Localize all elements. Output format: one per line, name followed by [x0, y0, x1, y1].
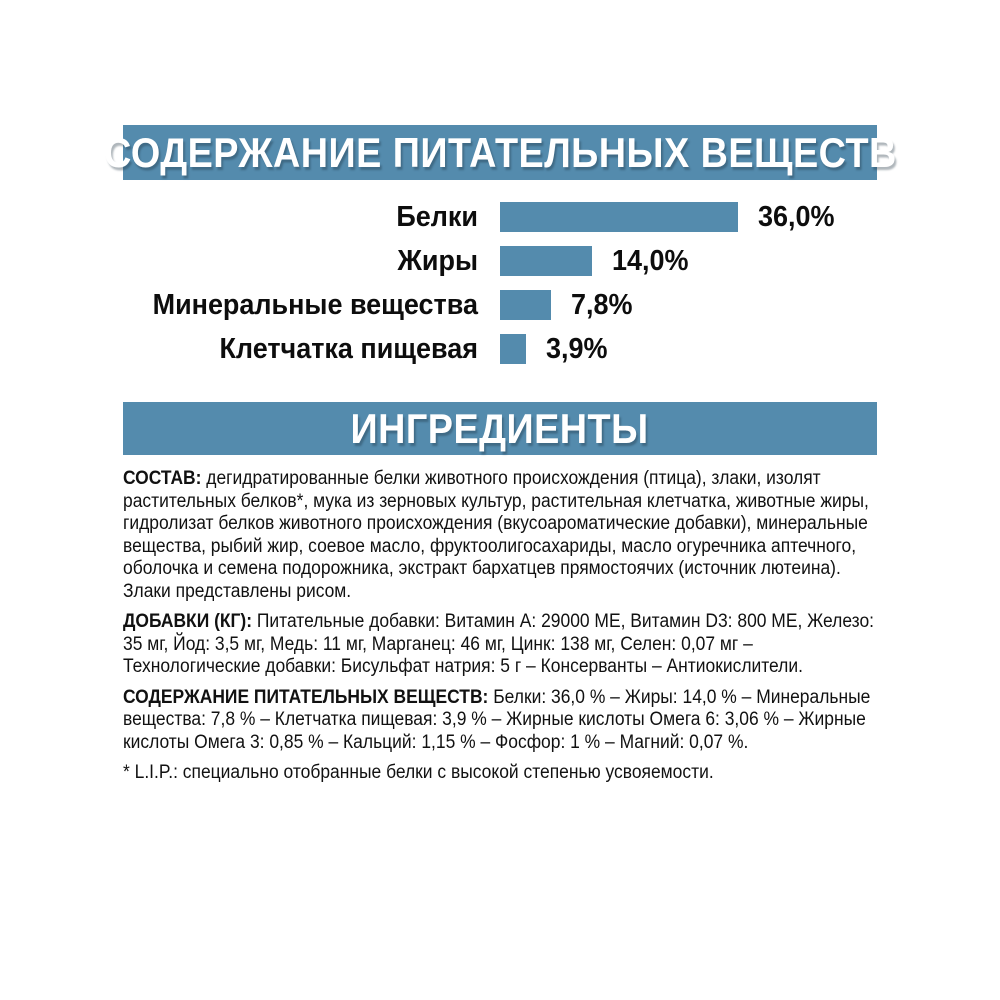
ingredients-banner [123, 402, 877, 455]
chart-row [123, 334, 877, 364]
chart-row [123, 290, 877, 320]
lip-footnote [123, 762, 878, 785]
additives-paragraph [123, 611, 878, 679]
composition-text: дегидратированные белки животного происхождения (птица), злаки, изолят растительных белков*, мука из зерновых культур, растительная клетчатка, животные жиры, гидролизат белков животного происхождения (вкусоароматические добавки), минеральные вещества, рыбий жир, соевое масло, фруктоолигосахариды, масло огуречника аптечного, оболочка и семена подорожника, экстракт бархатцев прямостоячих (источник лютеина). Злаки представлены рисом. [123, 468, 869, 602]
nutrient-chart [123, 202, 877, 378]
ingredients-banner-title: ИНГРЕДИЕНТЫ [351, 404, 649, 452]
composition-paragraph [123, 468, 878, 603]
analysis-text: Белки: 36,0 % – Жиры: 14,0 % – Минеральные вещества: 7,8 % – Клетчатка пищевая: 3,9 % – Жирные кислоты Омега 6: 3,06 % – Жирные кислоты Омега 3: 0,85 % – Кальций: 1,15 % – Фосфор: 1 % – Магний: 0,07 %. [123, 686, 871, 753]
chart-value-label: 3,9% [545, 333, 608, 365]
chart-bar [500, 202, 738, 232]
chart-value-label: 36,0% [757, 201, 835, 233]
analysis-label: СОДЕРЖАНИЕ ПИТАТЕЛЬНЫХ ВЕЩЕСТВ: [123, 686, 489, 708]
chart-category-label: Белки [396, 201, 478, 233]
lip-footnote-text: * L.I.P.: специально отобранные белки с высокой степенью усвояемости. [123, 762, 714, 783]
chart-row [123, 202, 877, 232]
chart-category-label: Клетчатка пищевая [219, 333, 478, 365]
nutrients-banner-title: СОДЕРЖАНИЕ ПИТАТЕЛЬНЫХ ВЕЩЕСТВ [103, 128, 897, 176]
nutrients-banner [103, 125, 897, 180]
chart-value-label: 7,8% [571, 289, 633, 321]
chart-bar [500, 334, 526, 364]
chart-bar [500, 246, 592, 276]
additives-label: ДОБАВКИ (КГ): [123, 611, 253, 632]
ingredients-text-block [123, 468, 878, 793]
chart-value-label: 14,0% [612, 245, 689, 277]
analysis-paragraph [123, 687, 878, 755]
chart-row [123, 246, 877, 276]
composition-label: СОСТАВ: [123, 468, 202, 489]
additives-text: Питательные добавки: Витамин А: 29000 МЕ, Витамин D3: 800 МЕ, Железо: 35 мг, Йод: 3,5 мг, Медь: 11 мг, Марганец: 46 мг, Цинк: 138 мг, Селен: 0,07 мг – Технологические добавки: Бисульфат натрия: 5 г – Консерванты – Антиокислители. [123, 611, 875, 677]
chart-category-label: Минеральные вещества [152, 289, 478, 321]
chart-bar [500, 290, 551, 320]
chart-category-label: Жиры [397, 245, 478, 277]
